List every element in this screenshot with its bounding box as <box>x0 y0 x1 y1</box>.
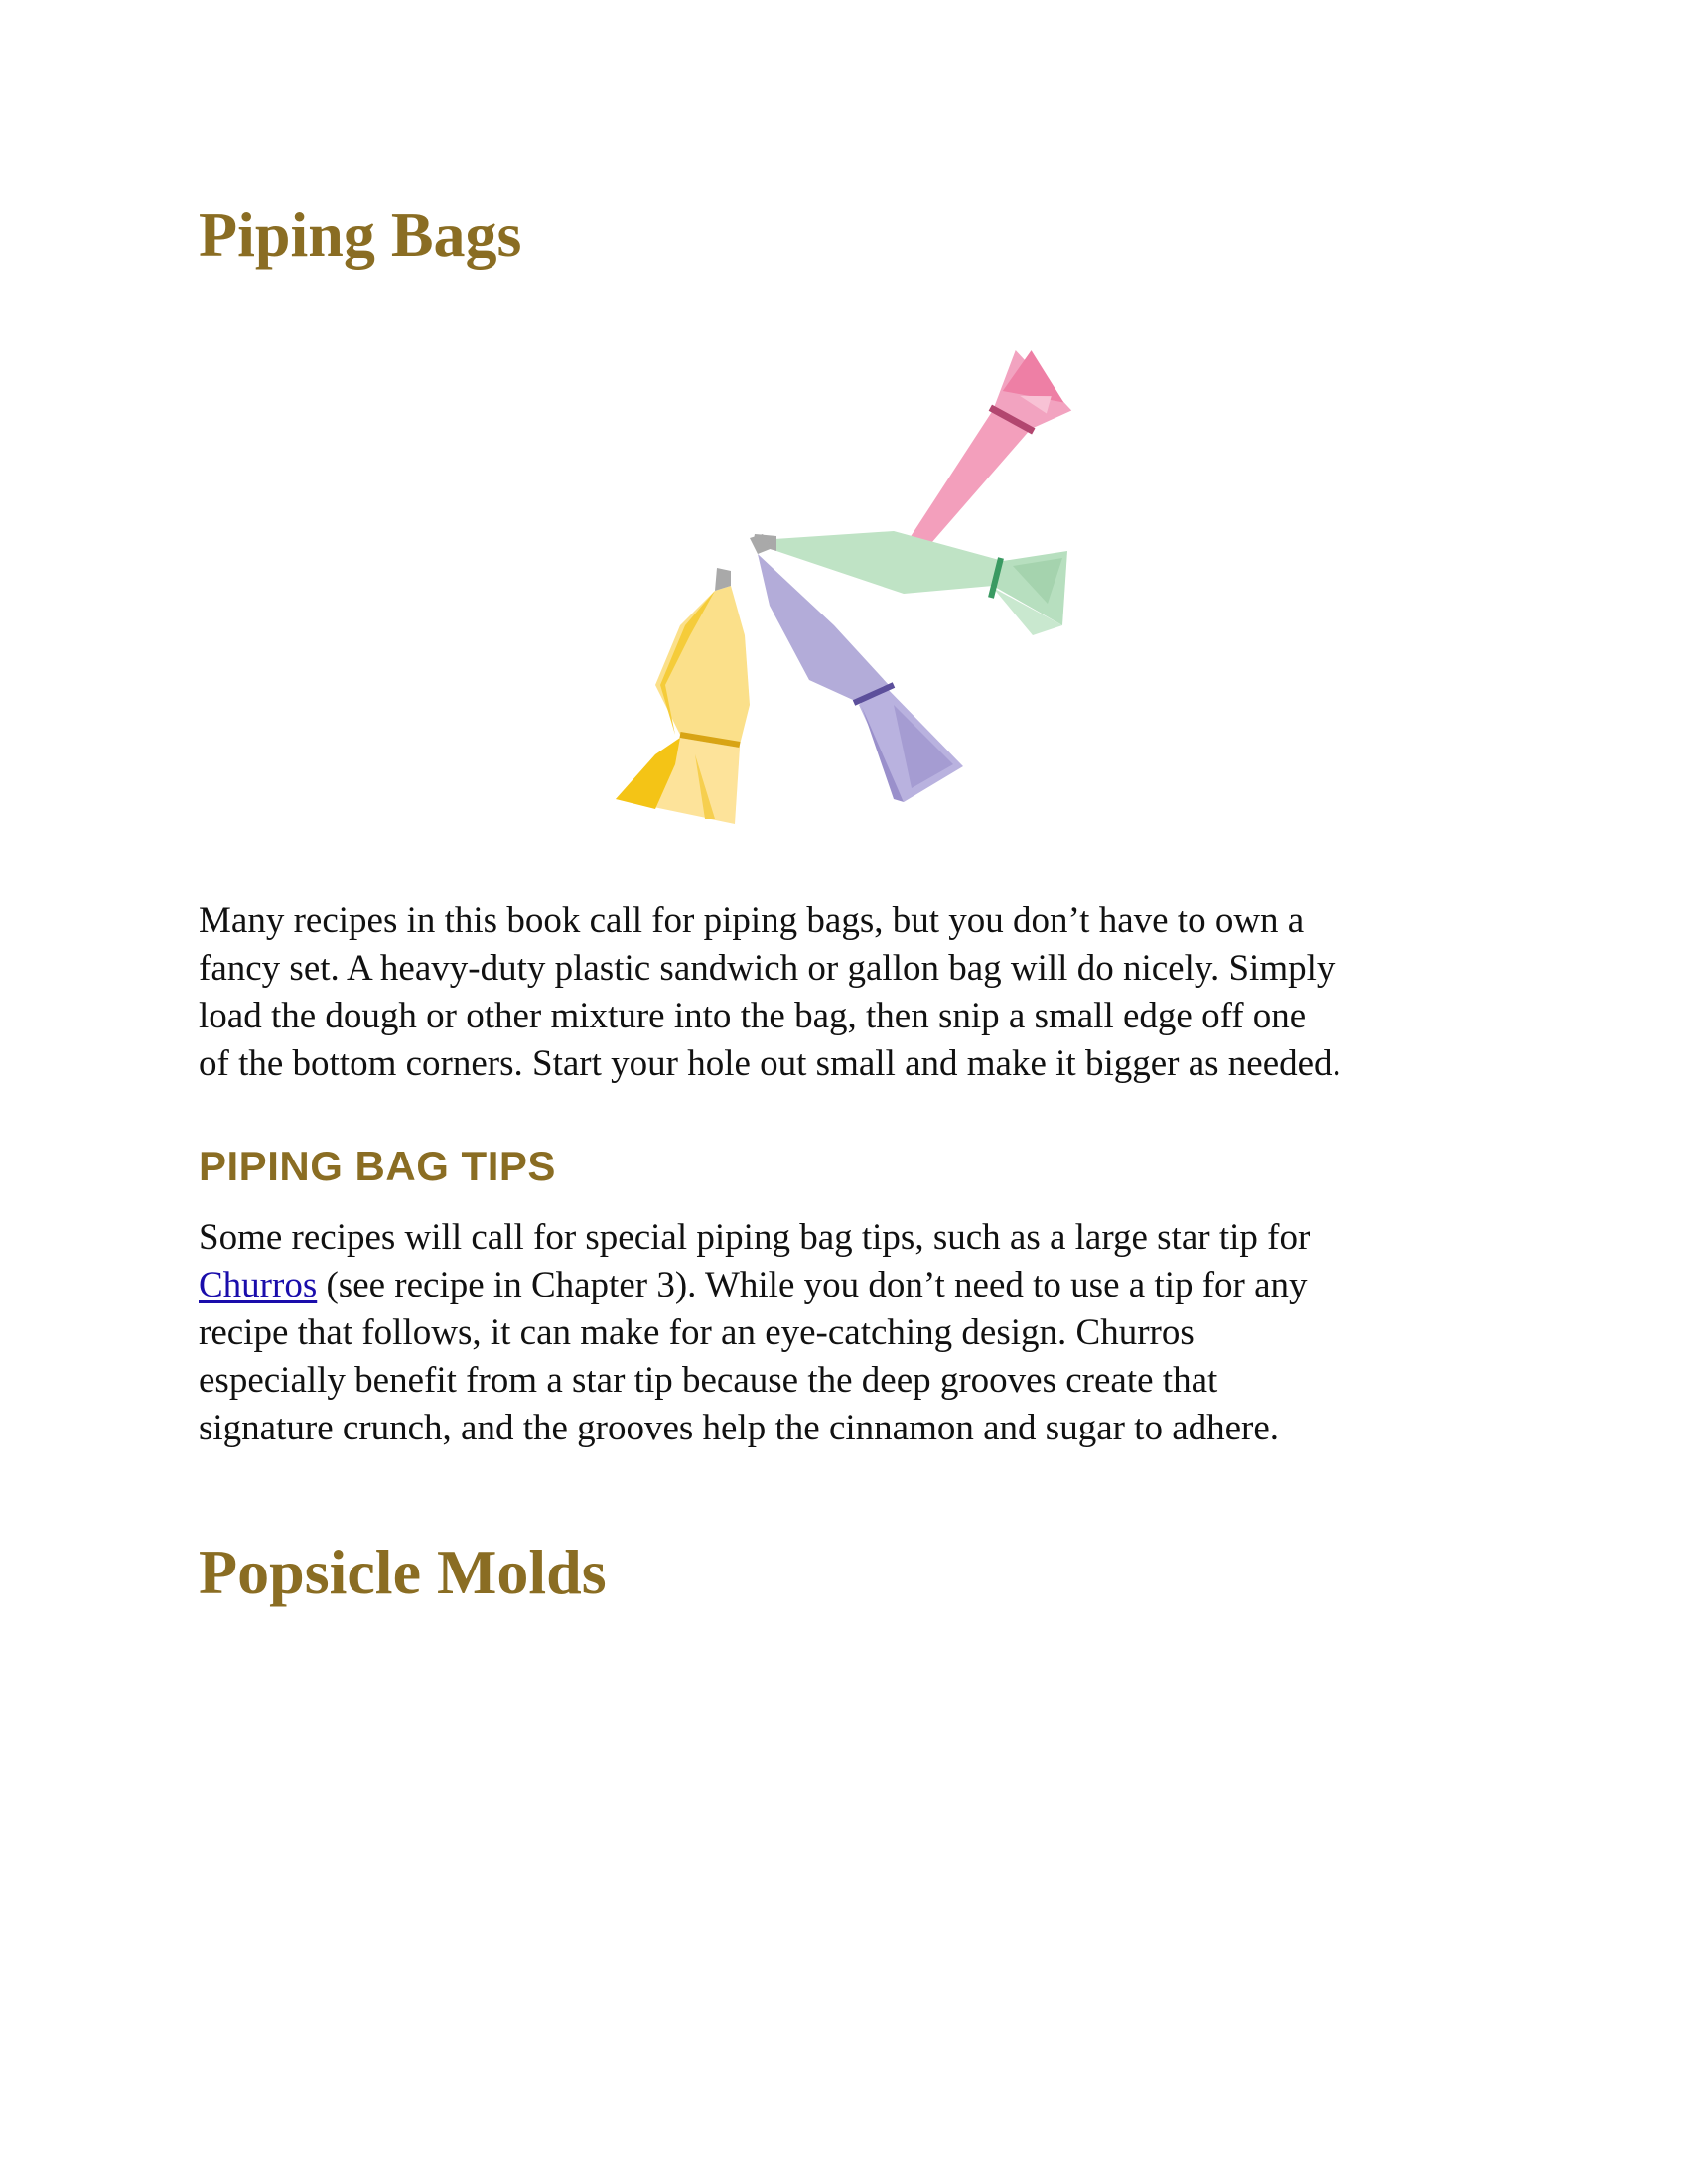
section-title-popsicle-molds: Popsicle Molds <box>199 1537 607 1607</box>
paragraph-line: of the bottom corners. Start your hole out small and make it bigger as needed. <box>199 1043 1341 1084</box>
paragraph-line: load the dough or other mixture into the bag, then snip a small edge off one <box>199 996 1307 1036</box>
piping-bag-tips-paragraph <box>199 1214 1499 1452</box>
churros-link[interactable]: Churros <box>199 1265 318 1305</box>
paragraph-line: fancy set. A heavy-duty plastic sandwich or gallon bag will do nicely. Simply <box>199 948 1336 989</box>
section-title-piping-bags: Piping Bags <box>199 200 522 270</box>
piping-bags-paragraph <box>199 897 1499 1088</box>
paragraph-line: Some recipes will call for special piping bag tips, such as a large star tip for <box>199 1217 1311 1258</box>
piping-bags-illustration <box>596 308 1092 864</box>
paragraph-line: especially benefit from a star tip because the deep grooves create that <box>199 1360 1218 1401</box>
paragraph-line <box>199 1262 1499 1309</box>
yellow-piping-bag-icon <box>616 568 750 824</box>
paragraph-line: signature crunch, and the grooves help the cinnamon and sugar to adhere. <box>199 1408 1280 1448</box>
paragraph-line: recipe that follows, it can make for an eye-catching design. Churros <box>199 1312 1195 1353</box>
paragraph-line: Many recipes in this book call for piping bags, but you don’t have to own a <box>199 900 1305 941</box>
subheading-piping-bag-tips: PIPING BAG TIPS <box>199 1143 556 1189</box>
paragraph-line-text: (see recipe in Chapter 3). While you don’t need to use a tip for any <box>317 1265 1308 1305</box>
